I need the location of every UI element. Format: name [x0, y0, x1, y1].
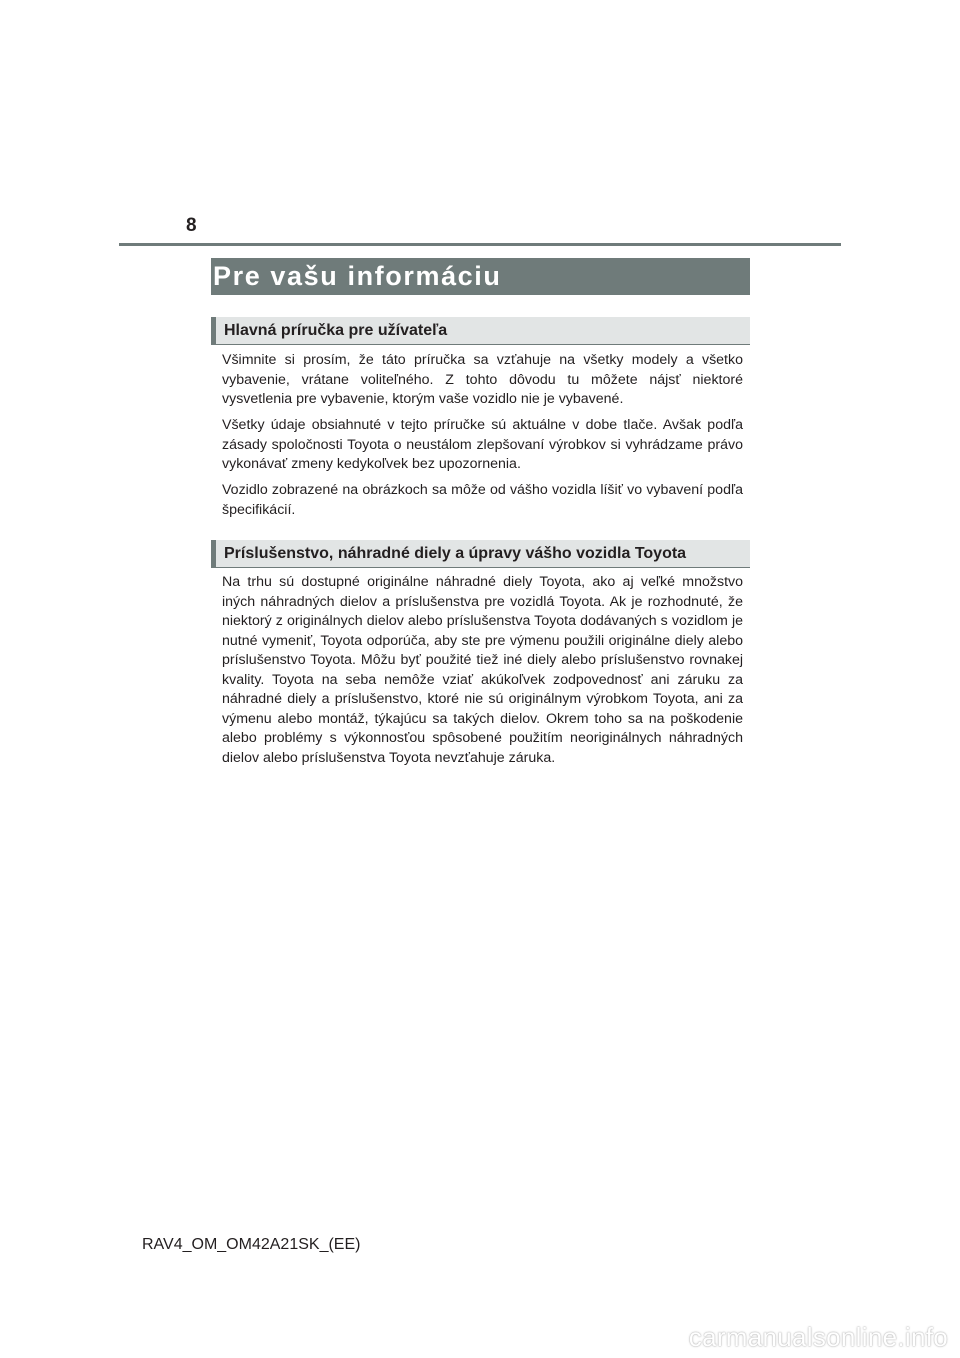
section-heading-underline [211, 567, 750, 568]
paragraph-illustrations: Vozidlo zobrazené na obrázkoch sa môže od vášho vozidla líšiť vo vybavení podľa špecifikácií. [222, 482, 743, 518]
section-heading-accent [211, 540, 216, 567]
paragraph-data-currency: Všetky údaje obsiahnuté v tejto príručke sú aktuálne v dobe tlače. Avšak podľa zásady spoločnosti Toyota o neustálom zlepšovaní výrobkov si vyhrádzame právo vykonávať zmeny kedykoľvek bez upozornenia. [222, 417, 743, 472]
section-heading-accent [211, 317, 216, 344]
paragraph-accessories: Na trhu sú dostupné originálne náhradné diely Toyota, ako aj veľké množstvo iných náhradných dielov a príslušenstva pre vozidlá Toyota. Ak je rozhodnuté, že niektorý z originálnych dielov alebo príslušenstva Toyota dodávaných s vozidlom je nutné vymeniť, Toyota odporúča, aby ste pre výmenu použili originálne diely alebo príslušenstvo Toyota. Môžu byť použité tiež iné diely alebo príslušenstvo rovnakej kvality. Toyota na seba nemôže vziať akúkoľvek zodpovednosť ani záruku za náhradné diely a príslušenstvo, ktoré nie sú originálnym výrobkom Toyota, ani za výmenu alebo montáž, týkajúcu sa takých dielov. Okrem toho sa na poškodenie alebo problémy s výkonnosťou spôsobené použitím neoriginálnych náhradných dielov alebo príslušenstva Toyota nevzťahuje záruka. [222, 574, 743, 766]
header-rule [119, 243, 841, 246]
section-heading-main-manual [211, 317, 750, 344]
section-heading-accessories [211, 540, 750, 567]
document-code: RAV4_OM_OM42A21SK_(EE) [142, 1236, 361, 1253]
page-number: 8 [186, 215, 197, 236]
page-title-bar [211, 258, 750, 295]
section-heading-label: Príslušenstvo, náhradné diely a úpravy vášho vozidla Toyota [224, 545, 687, 562]
paragraph-manual-scope: Všimnite si prosím, že táto príručka sa vzťahuje na všetky modely a všetko vybavenie, vrátane voliteľného. Z tohto dôvodu tu môžete nájsť niektoré vysvetlenia pre vybavenie, ktorým vaše vozidlo nie je vybavené. [222, 352, 743, 407]
section-heading-underline [211, 344, 750, 345]
section-heading-label: Hlavná príručka pre užívateľa [224, 322, 448, 339]
watermark-text: carmanualsonline.info [688, 1322, 948, 1352]
page-title: Pre vašu informáciu [213, 261, 502, 291]
